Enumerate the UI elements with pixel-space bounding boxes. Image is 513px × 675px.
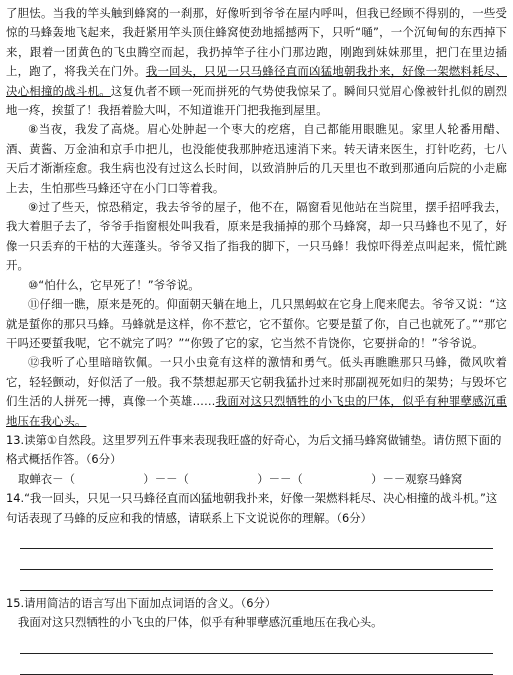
- answer-line[interactable]: [20, 633, 493, 654]
- passage-paragraph-8: ⑧当夜，我发了高烧。眉心处肿起一个枣大的疙瘩，自己都能用眼瞧见。家里人轮番用醋、酒、黄酱、万金油和京手巾把儿，也没能使我那肿疮迅速消下来。转天请来医生，打针吃药，七八天后才渐渐痊愈。我生病也没有过这么长时间，以致消肿后的几天里也不敢到那通向后院的小走廊上去，生怕那些马蜂还守在小门口等着我。: [6, 122, 507, 195]
- answer-line[interactable]: [20, 549, 493, 570]
- underlined-sentence: 我一回头，只见一只马蜂径直而凶猛地朝我扑来，好像一架燃料耗尽、决心相撞的战斗机。: [6, 64, 507, 98]
- question-15-sentence: 我面对这只烈牺牲的小飞虫的尸体，似乎有种罪孽感沉重地压在我心头。: [18, 615, 383, 630]
- answer-line[interactable]: [20, 654, 493, 675]
- answer-line[interactable]: [20, 570, 493, 591]
- passage-paragraph-11: ⑪仔细一瞧，原来是死的。仰面朝天躺在地上，几只黑蚂蚁在它身上爬来爬去。爷爷又说：“这就是蜇你的那只马蜂。马蜂就是这样，你不惹它，它不蜇你。它要是蜇了你，自己也就死了。”“那它干吗还要蜇我呢，它不就完了吗？”“你毁了它的家，它当然不肯饶你，它要拼命的！”爷爷说。: [6, 297, 507, 350]
- answer-line[interactable]: [20, 528, 493, 549]
- passage-paragraph-9: ⑨过了些天，惊恐稍定，我去爷爷的屋子，他不在，隔窗看见他站在当院里，摆手招呼我去，我大着胆子去了，爷爷手指窗根处叫我看，原来是我捅掉的那个马蜂窝，却一只马蜂也不见了，好像一只丢弃的干枯的大莲蓬头。爷爷又指了指我的脚下，一只马蜂！我惊吓得差点叫起来，慌忙跳开。: [6, 200, 507, 273]
- passage-text: 了胆怯。当我的竿头触到蜂窝的一刹那，好像听到爷爷在屋内呼叫，但我已经顾不得别的，一些受惊的马蜂轰地飞起来，我赶紧用竿头顶住蜂窝使劲地摇撼两下，只听“嗵”，一个沉甸甸的东西掉下来，跟着一团黄色的飞虫腾空而起，我扔掉竿子往小门那边跑，刚跑到妹妹那里，把门在里边插上，跑了，将我关在门外。: [6, 6, 507, 79]
- question-14: 14.“我一回头，只见一只马蜂径直而凶猛地朝我扑来，好像一架燃料耗尽、决心相撞的战斗机。”这句话表现了马蜂的反应和我的情感，请联系上下文说说你的理解。（6分）: [6, 491, 498, 525]
- passage-paragraph-7: [6, 4, 507, 120]
- passage-paragraph-10: ⑩“怕什么，它早死了！”爷爷说。: [28, 277, 200, 292]
- question-13: 13.读第①自然段。这里罗列五件事来表现我旺盛的好奇心，为后文捅马蜂窝做铺垫。请仿照下面的格式概括作答。（6分）: [6, 432, 502, 467]
- question-13-blanks[interactable]: 取蝉衣－（ ）－－（ ）－－（ ）－－观察马蜂窝: [18, 471, 463, 486]
- question-15: 15.请用简洁的语言写出下面加点词语的含义。（6分）: [6, 595, 277, 610]
- passage-text: 这复仇者不顾一死而拼死的气势使我惊呆了。瞬间只觉眉心像被针扎似的剧烈地一疼，挨蜇了！我捂着脸大叫，不知道谁开门把我拖到屋里。: [6, 83, 508, 118]
- passage-paragraph-12: [6, 353, 507, 431]
- passage-text: ⑫我听了心里暗暗钦佩。一只小虫竟有这样的激情和勇气。低头再瞧瞧那只马蜂，微风吹着它，轻轻颤动，好似活了一般。我不禁想起那天它朝我猛扑过来时那副视死如归的架势；与毁坏它们生活的人拼死一搏，真像一个英雄……: [6, 355, 507, 409]
- underlined-sentence: 我面对这只烈牺牲的小飞虫的尸体，似乎有种罪孽感沉重地压在我心头。: [6, 394, 507, 428]
